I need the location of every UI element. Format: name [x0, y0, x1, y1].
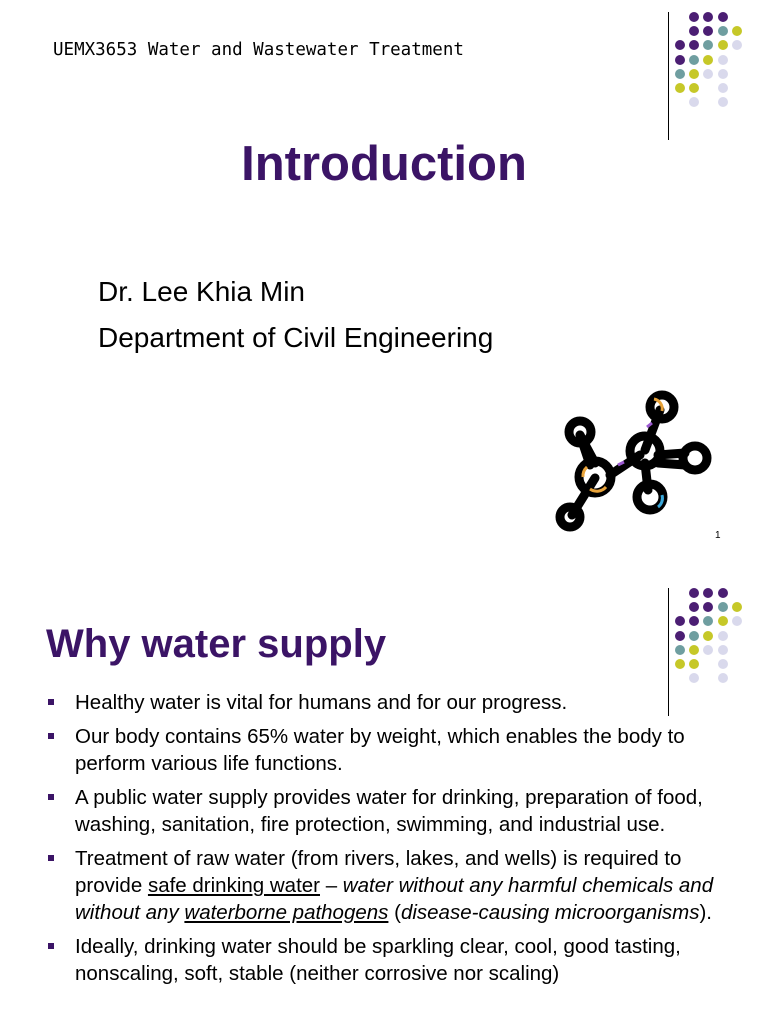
decor-dot — [675, 69, 685, 79]
bullet-marker — [48, 855, 54, 861]
bullet-marker — [48, 943, 54, 949]
decor-dot — [703, 645, 713, 655]
decor-dot — [718, 588, 728, 598]
decor-dot — [718, 83, 728, 93]
bullet-text: Treatment of raw water (from rivers, lakes, and wells) is required to provide safe drinking water – water without any harmful chemicals and without any waterborne pathogens (disease-causing microorganisms). — [75, 847, 714, 924]
bullet-item — [46, 845, 726, 926]
decor-dot — [689, 26, 699, 36]
decor-dot — [718, 26, 728, 36]
slide-2 — [0, 560, 768, 1024]
decor-dot — [718, 659, 728, 669]
bullet-item — [46, 784, 726, 838]
decor-dot — [689, 55, 699, 65]
decor-dot — [703, 588, 713, 598]
bullet-marker — [48, 733, 54, 739]
bullet-marker — [48, 699, 54, 705]
decor-dot — [675, 83, 685, 93]
decor-dot — [675, 55, 685, 65]
decor-dot — [675, 659, 685, 669]
decor-dot — [689, 616, 699, 626]
decor-dot — [689, 83, 699, 93]
decor-dot — [703, 40, 713, 50]
course-title: UEMX3653 Water and Wastewater Treatment — [53, 40, 464, 60]
decor-dot — [703, 616, 713, 626]
decor-dot — [718, 645, 728, 655]
decor-dot — [703, 55, 713, 65]
term-safe-drinking-water: safe drinking water — [147, 874, 320, 897]
slide-title: Why water supply — [46, 622, 387, 666]
bullet-text: Ideally, drinking water should be sparkling clear, cool, good tasting, nonscaling, soft, stable (neither corrosive nor scaling) — [75, 935, 681, 985]
decor-dot — [718, 69, 728, 79]
bullet-text: Healthy water is vital for humans and for our progress. — [75, 691, 568, 714]
decor-dot — [689, 645, 699, 655]
decor-dot — [689, 673, 699, 683]
decor-dot — [718, 602, 728, 612]
bullet-list — [46, 689, 726, 994]
bullet-text: A public water supply provides water for drinking, preparation of food, washing, sanitation, fire protection, swimming, and industrial use. — [75, 786, 703, 836]
decor-dot — [718, 616, 728, 626]
decor-dot — [675, 631, 685, 641]
decor-dot — [675, 616, 685, 626]
molecule-icon — [550, 385, 715, 535]
decor-dot — [703, 12, 713, 22]
decor-dot — [703, 69, 713, 79]
decor-dot — [703, 26, 713, 36]
author-name: Dr. Lee Khia Min — [98, 276, 305, 307]
decor-dot — [689, 12, 699, 22]
decor-dot — [718, 12, 728, 22]
bullet-item — [46, 723, 726, 777]
bullet-item — [46, 689, 726, 716]
decor-dot — [732, 26, 742, 36]
decor-dot — [718, 673, 728, 683]
decor-dot — [675, 40, 685, 50]
decor-dot — [689, 588, 699, 598]
decor-dot — [689, 602, 699, 612]
decor-dot — [718, 40, 728, 50]
decor-dot — [689, 69, 699, 79]
decor-dot — [718, 55, 728, 65]
term-waterborne-pathogens: waterborne pathogens — [184, 901, 389, 924]
bullet-text: Our body contains 65% water by weight, which enables the body to perform various life functions. — [75, 725, 685, 775]
decor-dot — [732, 616, 742, 626]
decor-dot — [675, 645, 685, 655]
page-number: 1 — [715, 530, 721, 541]
decor-dot — [732, 602, 742, 612]
decor-vertical-line — [668, 12, 669, 140]
slide-title: Introduction — [241, 137, 527, 191]
decor-dot — [689, 659, 699, 669]
decor-dot — [689, 97, 699, 107]
decor-dot — [703, 602, 713, 612]
bullet-marker — [48, 794, 54, 800]
decor-dot — [703, 631, 713, 641]
decor-dot — [689, 631, 699, 641]
decor-dot — [718, 631, 728, 641]
bullet-item — [46, 933, 726, 987]
decor-dot — [732, 40, 742, 50]
decor-dot — [718, 97, 728, 107]
department-name: Department of Civil Engineering — [98, 322, 494, 353]
decor-dot — [689, 40, 699, 50]
